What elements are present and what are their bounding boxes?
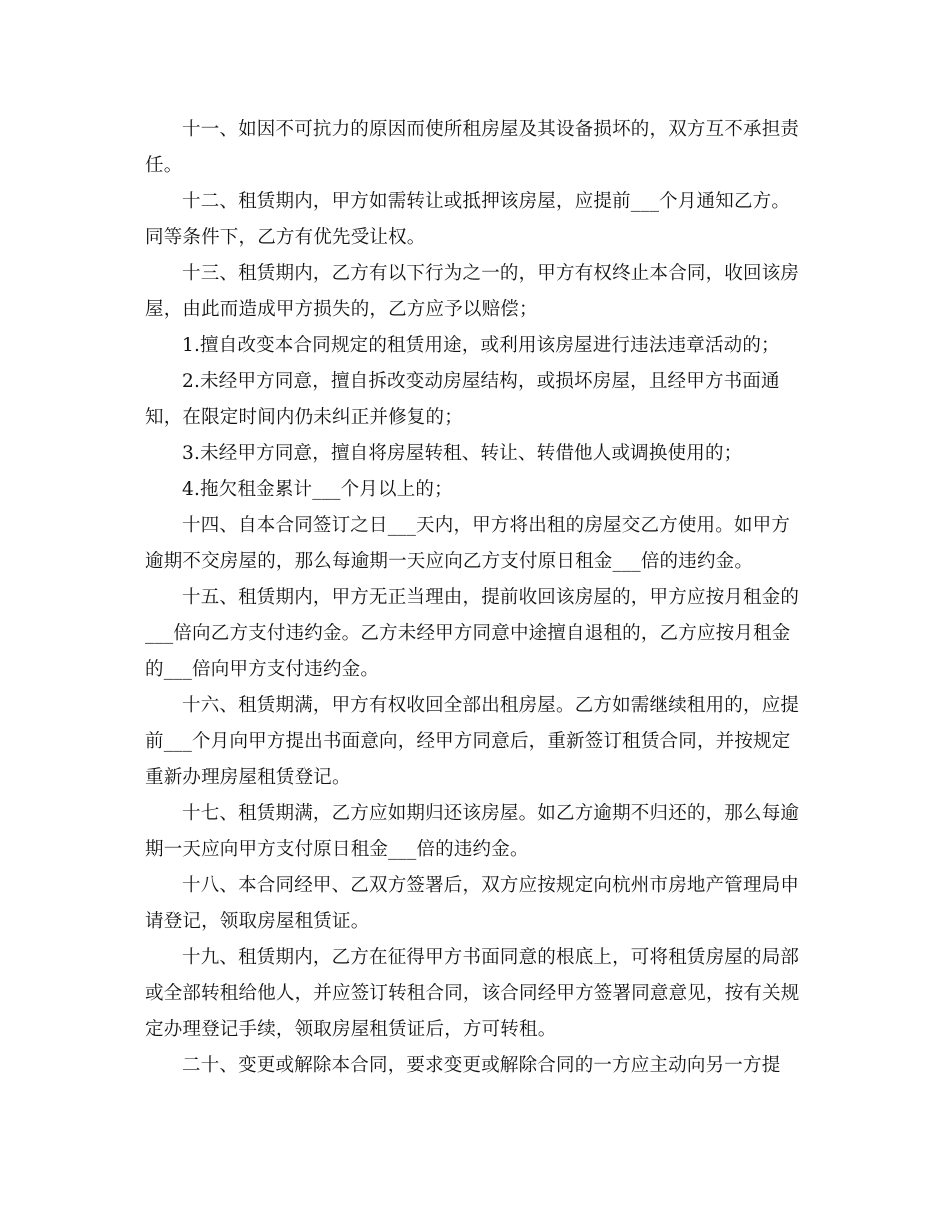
- clause-13-line-1: 十三、租赁期内，乙方有以下行为之一的，甲方有权终止本合同，收回该房: [182, 263, 800, 284]
- clause-15-line-1: 十五、租赁期内，甲方无正当理由，提前收回该房屋的，甲方应按月租金的: [182, 587, 800, 608]
- clause-20-line-1: 二十、变更或解除本合同，要求变更或解除合同的一方应主动向另一方提: [182, 1055, 781, 1076]
- clause-18-line-2: 请登记，领取房屋租赁证。: [145, 911, 370, 932]
- clause-13-item-3: 3.未经甲方同意，擅自将房屋转租、转让、转借他人或调换使用的；: [182, 443, 743, 464]
- clause-14-line-2: 逾期不交房屋的，那么每逾期一天应向乙方支付原日租金___倍的违约金。: [145, 551, 754, 572]
- clause-19-line-3: 定办理登记手续，领取房屋租赁证后，方可转租。: [145, 1019, 557, 1040]
- clause-11-line-2: 任。: [145, 155, 183, 176]
- contract-page: [145, 112, 805, 1084]
- clause-11-line-1: 十一、如因不可抗力的原因而使所租房屋及其设备损坏的，双方互不承担责: [182, 119, 800, 140]
- clause-13-item-2-line-2: 知，在限定时间内仍未纠正并修复的；: [145, 407, 463, 428]
- clause-13-item-2-line-1: 2.未经甲方同意，擅自拆改变动房屋结构，或损坏房屋，且经甲方书面通: [182, 371, 780, 392]
- clause-14-line-1: 十四、自本合同签订之日___天内，甲方将出租的房屋交乙方使用。如甲方: [182, 515, 791, 536]
- clause-19-line-2: 或全部转租给他人，并应签订转租合同，该合同经甲方签署同意意见，按有关规: [145, 983, 800, 1004]
- clause-16-line-2: 前___个月向甲方提出书面意向，经甲方同意后，重新签订租赁合同，并按规定: [145, 731, 791, 752]
- clause-12-line-2: 同等条件下，乙方有优先受让权。: [145, 227, 426, 248]
- clause-12-line-1: 十二、租赁期内，甲方如需转让或抵押该房屋，应提前___个月通知乙方。: [182, 191, 791, 212]
- clause-16-line-1: 十六、租赁期满，甲方有权收回全部出租房屋。乙方如需继续租用的，应提: [182, 695, 800, 716]
- clause-18-line-1: 十八、本合同经甲、乙双方签署后，双方应按规定向杭州市房地产管理局申: [182, 875, 800, 896]
- clause-13-item-1: 1.擅自改变本合同规定的租赁用途，或利用该房屋进行违法违章活动的；: [182, 335, 780, 356]
- clause-13-line-2: 屋，由此而造成甲方损失的，乙方应予以赔偿；: [145, 299, 538, 320]
- clause-16-line-3: 重新办理房屋租赁登记。: [145, 767, 351, 788]
- clause-19-line-1: 十九、租赁期内，乙方在征得甲方书面同意的根底上，可将租赁房屋的局部: [182, 947, 800, 968]
- clause-17-line-1: 十七、租赁期满，乙方应如期归还该房屋。如乙方逾期不归还的，那么每逾: [182, 803, 800, 824]
- clause-13-item-4: 4.拖欠租金累计___个月以上的；: [182, 479, 453, 500]
- clause-15-line-3: 的___倍向甲方支付违约金。: [145, 659, 380, 680]
- clause-17-line-2: 期一天应向甲方支付原日租金___倍的违约金。: [145, 839, 529, 860]
- clause-15-line-2: ___倍向乙方支付违约金。乙方未经甲方同意中途擅自退租的，乙方应按月租金: [145, 623, 791, 644]
